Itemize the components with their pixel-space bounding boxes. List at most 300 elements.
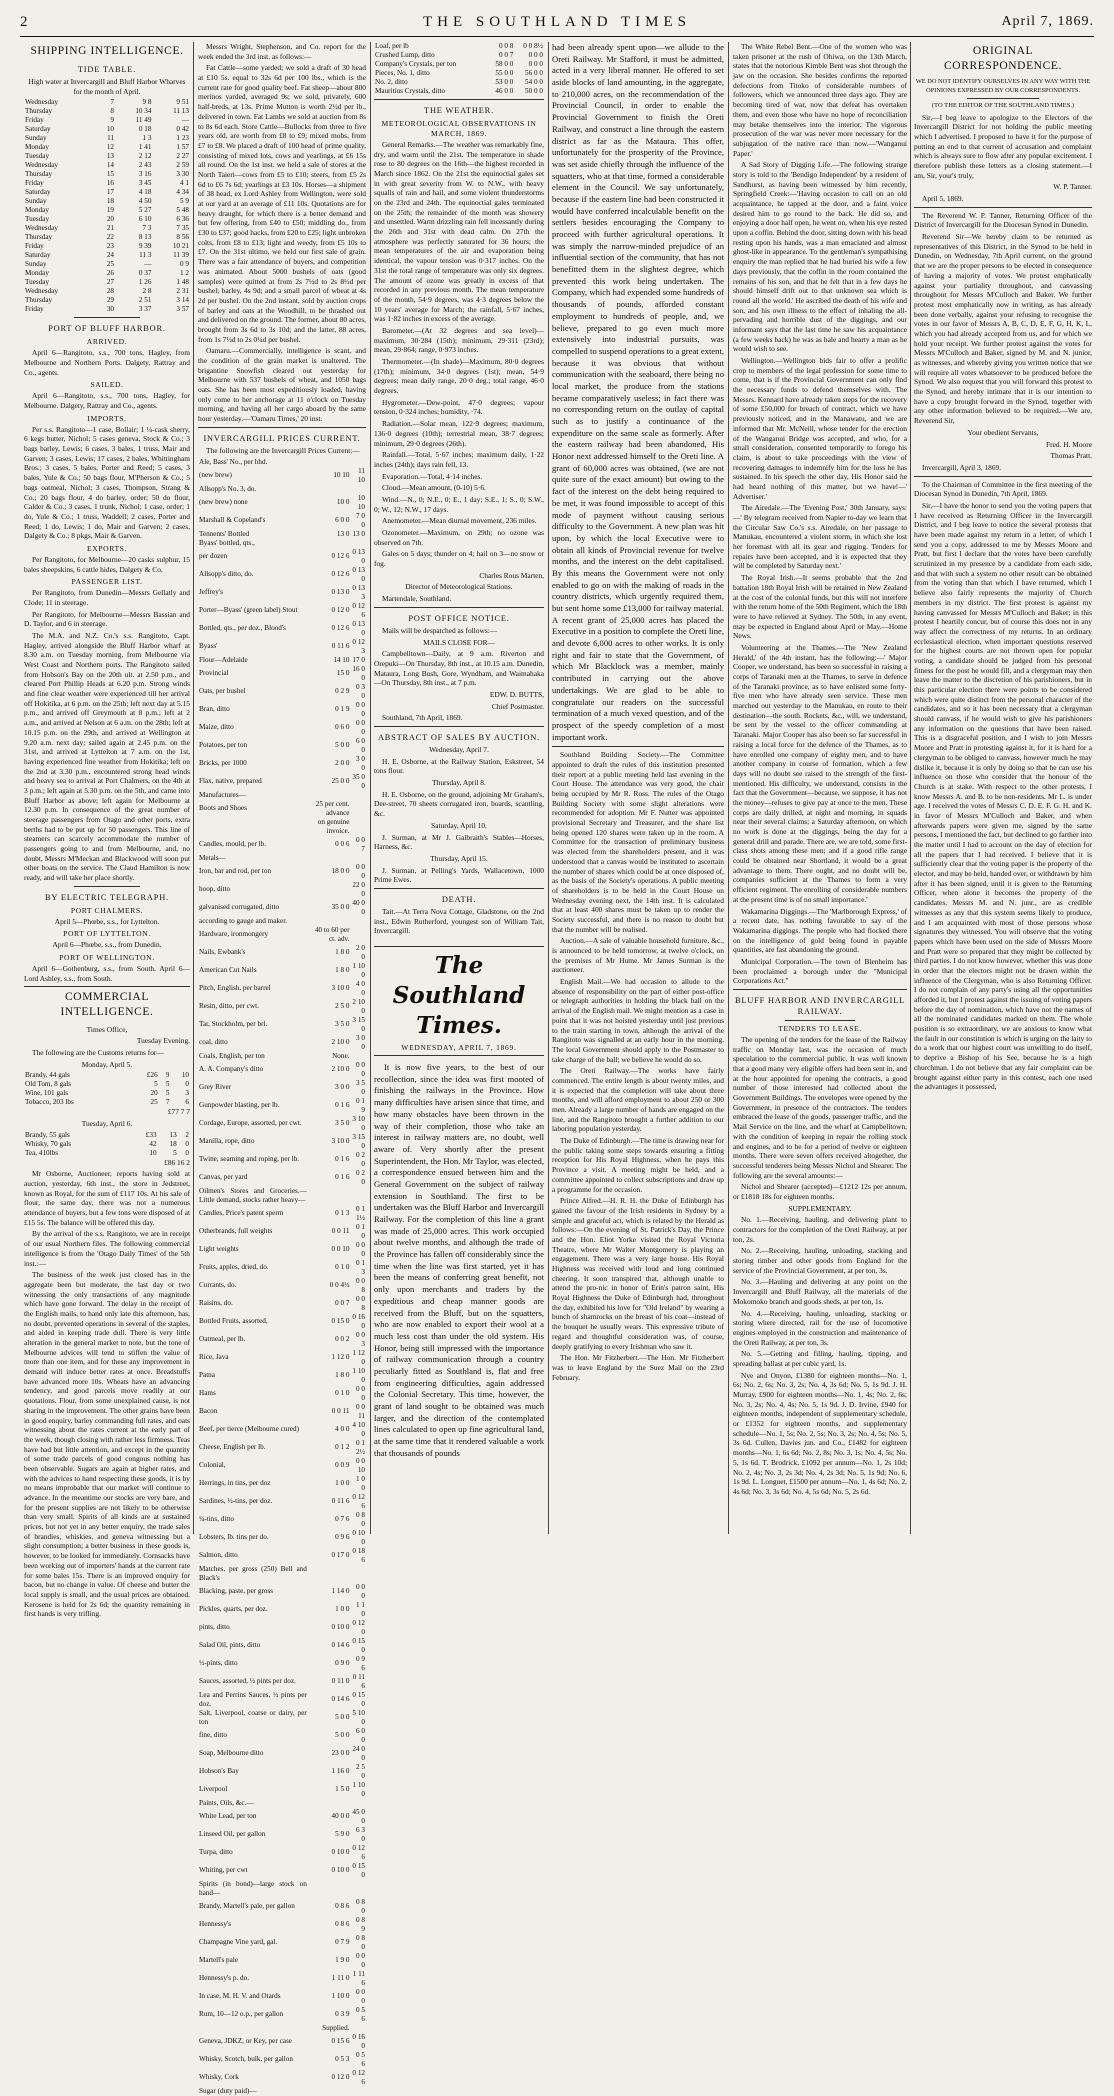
price-row-cell: 0 12 6 (352, 1843, 365, 1861)
tide-row-cell: Wednesday (25, 161, 58, 170)
price-row-cell: 0 5 6 (356, 2050, 365, 2068)
price-row-cell: 0 10 0 (352, 1528, 365, 1546)
price-row-cell: Coals, English, per ton (199, 1051, 265, 1060)
post-text: Campbelltown—Daily, at 9 a.m. Riverton and Orepuki—On Thursday, 8th inst., at 10.15 a.m. Dunedin, Mataura, Long Bush, Gore, Wyndham, and Waimahaka—On Thursday, 8th inst., at 7 p.m. (374, 649, 544, 688)
tide-row-cell: 3 30 (176, 170, 189, 179)
tide-row-cell: 2 27 (176, 152, 189, 161)
tide-row (24, 170, 190, 179)
sugar-row-cell: Company's Crystals, per ton (375, 60, 457, 68)
price-row-cell: Oats, per bushel (199, 687, 246, 695)
price-row-cell: Sauces, assorted, ½ pints per doz. (199, 1677, 296, 1685)
price-row (198, 1583, 366, 1601)
price-row-cell: Allsopp's ditto, do. (199, 570, 254, 578)
customs-row-cell: 42 (149, 1139, 157, 1148)
arrived-label: ARRIVED. (86, 337, 128, 347)
price-row-cell (350, 1052, 366, 1061)
price-row-cell: Rum, 10—12 o.p., per gallon (199, 2010, 284, 2018)
price-row (198, 548, 366, 566)
moore-close: Your obedient Servants, (967, 427, 1039, 437)
bluff-railway-heading: BLUFF HARBOR AND INVERCARGILL RAILWAY. (734, 996, 905, 1016)
price-row-cell: Manilla, rope, ditto (199, 1137, 255, 1145)
tide-row-cell: 9 51 (176, 98, 189, 107)
price-row (198, 1115, 366, 1133)
wellington-text: April 6—Gothenburg, s.s., from South. April 6—Lord Ashley, s.s., from South. (24, 964, 190, 983)
price-row (198, 2033, 366, 2051)
customs-row-cell: 6 (185, 1098, 189, 1107)
price-row (198, 1619, 366, 1637)
price-row-cell: A. A. Company's ditto (199, 1065, 264, 1073)
price-row-cell: 0 2 0 (356, 1150, 365, 1168)
price-row-cell: 0 1 3 (335, 1209, 350, 1217)
price-row-cell (308, 1565, 351, 1583)
price-row-cell: 0 0 11 (356, 1402, 365, 1420)
tide-row-cell: Sunday (25, 197, 47, 206)
price-row-cell: 1 1 0 (356, 1600, 365, 1618)
price-row-cell: fine, ditto (199, 1731, 227, 1739)
price-row-cell: 0 5 3 (335, 2055, 350, 2063)
tide-row-cell: 1 2 (180, 269, 189, 278)
tide-row-cell: 3 57 (176, 305, 189, 314)
wed-label: Wednesday, April 7. (429, 745, 489, 754)
price-row-cell: 18 0 0 (331, 867, 350, 875)
passengers-in: Per Rangitoto, from Dunedin—Messrs Gellatly and Clode; 11 in steerage. (24, 588, 190, 607)
sugar-row-cell: 46 0 0 (495, 87, 514, 95)
page-number: 2 (20, 14, 28, 30)
lyttelton-text: April 6—Phœbe, s.s., from Dunedin. (52, 940, 162, 950)
royal-irish: The Royal Irish.—It seems probable that the 2nd battalion 18th Royal Irish will be retained in New Zealand at the cost of the colonial funds, but this will not interfere with the return home of the 50th Regiment, which the 18th were to have relieved at Sydney. The 50th, in any event, may be expected in England about April or May.—Home News. (733, 573, 907, 641)
observer-title: Director of Meteorological Stations. (405, 582, 513, 592)
price-row-cell: 0 1 2½ (356, 1438, 365, 1456)
price-row-cell (350, 926, 366, 944)
customs-row-cell: 0 (185, 1139, 189, 1148)
supplementary-label: SUPPLEMENTARY. (788, 1203, 852, 1213)
sugar-row-cell: 54 0 0 (525, 78, 543, 86)
tide-row-cell: 11 39 (173, 251, 189, 260)
customs-row-cell: 20 (150, 1089, 158, 1098)
price-row-cell: Byass' (199, 642, 218, 650)
tide-row-cell: 2 51 (138, 296, 152, 305)
price-row-cell: 0 0 7 (356, 835, 365, 853)
bluff-port-heading: PORT OF BLUFF HARBOR. (48, 324, 166, 334)
tide-row (24, 161, 190, 170)
sugar-row-cell: Crushed Lump, ditto (375, 51, 435, 59)
price-row-cell: 0 11 6 (352, 1672, 365, 1690)
schedule-5: No. 5.—Getting and filling, hauling, tipping, and spreading ballast at per cubic yard, 1s. (733, 1349, 907, 1368)
column-3 (374, 42, 544, 1534)
ozonometer: Ozonometer.—Maximum, on 29th; no ozone was observed on 7th. (374, 528, 544, 547)
postmaster: EDW. D. BUTTS, (489, 689, 544, 699)
customs-row-cell: 10 (149, 1148, 157, 1157)
price-row-cell: 25 0 0 (331, 777, 350, 785)
tide-row (24, 206, 190, 215)
price-row-cell: 3 10 0 (352, 1114, 365, 1132)
commercial-heading: COMMERCIAL INTELLIGENCE. (60, 991, 154, 1019)
tide-row (24, 233, 190, 242)
chairman-address: To the Chairman of Committee in the first meeting of the Diocesan Synod in Dunedin, 7th April, 1869. (914, 479, 1092, 499)
tide-row-cell: Tuesday (25, 215, 50, 224)
price-row-cell: Hennessy's p. do. (199, 1974, 250, 1982)
price-row (198, 1547, 366, 1565)
price-row (198, 485, 366, 494)
price-row-cell: 16 0 0 (352, 664, 365, 682)
price-row-cell: Tar, Stockholm, per brl. (199, 1020, 268, 1028)
price-row-cell (350, 2087, 366, 2096)
price-row-cell: Hobson's Bay (199, 1767, 239, 1775)
tide-row-cell: 1 48 (176, 278, 189, 287)
price-row-cell: 17 0 (352, 655, 365, 664)
price-row-cell (308, 485, 351, 494)
editorial-date: WEDNESDAY, APRIL 7, 1869. (374, 1043, 544, 1056)
price-row-cell (350, 1187, 366, 1205)
price-row-cell (350, 2024, 366, 2033)
price-row (198, 962, 366, 980)
tide-row (24, 287, 190, 296)
tide-row-cell: Monday (25, 143, 49, 152)
price-row-cell: Otherbrands, full weights (199, 1227, 273, 1235)
price-row (198, 458, 366, 467)
tanner-letter: Sir,—I beg leave to apologize to the Electors of the Invercargill District for not holding the public meeting which I advertised. I proposed to have it for the purpose of putting an end to that current of accusation and complaint which is always sure to flow after any popular excitement. I therefore publish these letters as a closing statement.—I am, Sir, your's truly, (914, 112, 1092, 180)
price-row (198, 1169, 366, 1187)
price-row-cell: 0 15 0 (331, 1317, 350, 1325)
price-row-cell (350, 485, 366, 494)
tide-row-cell: 0 42 (176, 125, 189, 134)
price-row-cell: 10 0 (336, 498, 350, 506)
passengers-label: PASSENGER LIST. (71, 577, 143, 587)
tide-row-cell: 3 16 (138, 170, 152, 179)
wellington-note: Wellington.—Wellington bids fair to offer a prolific crop to members of the legal profession for some time to come, that is if the Provincial Government can only find the necessary funds to defend themselves with. The Messrs. Kennard have already taken steps for the recovery of some £50,000 for breach of contract, which we have previously noticed, and in the Manawatu, and we are informed that Mr. McNeill, whose tender for the erection of the Wanganui Bridge was accepted, and who, for a small consideration, consented temporarily to forego his claim, is about to take proceedings with the view of recovering damages to indemnify him for the loss he has sustained. In his speech the other day, His Honor said he had heard nothing of this matter, but we have!—' Advertiser.' (733, 356, 907, 501)
price-row (198, 566, 366, 584)
price-row-cell: Gunpowder blasting, per lb. (199, 1101, 280, 1109)
price-row (198, 773, 366, 791)
price-row-cell: Herrings, in tins, per doz (199, 1479, 271, 1487)
price-row-cell: Candles, Price's patent sperm (199, 1209, 284, 1217)
price-row-cell: Cheese, English per lb. (199, 1443, 266, 1451)
price-row-cell: Oatmeal, per lb. (199, 1335, 246, 1343)
sugar-row-cell: 50 0 0 (525, 87, 543, 95)
leader-article (374, 1062, 544, 1459)
monday-total: £77 7 7 (167, 1107, 190, 1117)
price-row (198, 854, 366, 863)
tide-row-cell: Saturday (25, 188, 51, 197)
fitzherbert: The Hon. Mr Fitzherbert.—The Hon. Mr Fitzherbert was to leave England by the Suez Mail on the 23rd February. (552, 1353, 724, 1382)
price-row (198, 1565, 366, 1583)
sugar-row-cell: 53 0 0 (495, 78, 514, 86)
editorial-title: The Southland Times. (374, 946, 544, 1041)
chalmers-heading: PORT CHALMERS. (70, 905, 144, 915)
price-row-cell: 0 0 7 (335, 1299, 350, 1307)
price-row (198, 1709, 366, 1727)
price-row-cell: 0 12 0 (331, 2073, 350, 2081)
price-row-cell: Oilmen's Stores and Groceries.—Little demand, stocks rather heavy— (199, 1186, 307, 1204)
customs-row (24, 1131, 190, 1140)
price-row-cell: galvanised corrugated, ditto (199, 903, 280, 911)
chalmers-text: April 5—Phœbe, s.s., for Lyttelton. (54, 916, 160, 926)
tide-row-cell: 1 57 (176, 143, 189, 152)
tide-row-cell: Thursday (25, 170, 53, 179)
price-row-cell (350, 854, 366, 863)
price-row-cell (350, 917, 366, 926)
customs-row-cell: 5 (173, 1148, 177, 1157)
price-row-cell: 7 0 0 (356, 511, 365, 529)
price-row-cell: 1 14 0 (331, 1587, 350, 1595)
schedule-2: No. 2.—Receiving, hauling, unloading, stacking and storing timber and other goods from England for the service of the Provincial Government, at per ton, 3s. (733, 1246, 907, 1275)
tide-intro: High water at Invercargill and Bluff Harbor Wharves for the month of April. (28, 77, 186, 96)
price-row-cell: 0 16 0 (352, 1312, 365, 1330)
price-row (198, 1655, 366, 1673)
price-row-cell: 2 10 0 (331, 1065, 350, 1073)
price-row-cell: Martell's pale (199, 1956, 239, 1964)
tuesday-total: £86 16 2 (164, 1157, 190, 1167)
price-row-cell: 0 9 6 (356, 1654, 365, 1672)
price-row-cell: Potatoes, per ton (199, 741, 248, 749)
price-row (198, 665, 366, 683)
price-row-cell: 2 5 0 (356, 1762, 365, 1780)
moore-letter: Reverend Sir—We hereby claim to be returned as representatives of this District, in the Synod to be held in Dunedin, on Wednesday, 7th April current, on the ground that we are the proper persons to be elected in consequence of having a majority of votes. We protest emphatically against your partiality throughout, and canvassing throughout for Messrs M'Culloch and Baker. We further protest most emphatically now in writing, as has already been done verbally, against your refusing to recognise the votes in our favor of Messrs A, B, C, D, E, F, G, H, K, L, which you had already accepted from us, and for which we hold your receipt. We further protest against the votes for Messrs M'Culloch and Baker, signed by M. and N. junior, as witnesses, and whereby giving you written notice that we will require all votes whatsoever to be produced before the Synod. We also request that you will forward this protest to the Synod, and hereby intimate that it is our intention to have a copy brought forward in the Synod, together with any other information believed to be required.—We are, Reverend Sir, (914, 232, 1092, 426)
price-row-cell: Liverpool (199, 1785, 228, 1793)
price-row (198, 836, 366, 854)
price-row-cell: Lea and Perrins Sauces, ½ pints per doz. (199, 1690, 307, 1708)
tenders-intro: The opening of the tenders for the lease of the Railway traffic on Monday last, was the occasion of much speculation to the commercial public. It was well known that a good many very eligible offers had been sent in, and at the hour appointed for opening the contracts, a good number of those interested had collected about the Government Buildings. The envelopes were opened by the Government, in presence of the contractors. The tenders embraced the lease of the goods, passenger traffic, and the Mail Service on the line, and the wharf at Campbelltown, with the condition of keeping in repair the rolling stock and engines, and to be for a period of twelve or eighteen months. There were seven offers received altogether, the successful tenderers being Messrs Nichol and Shearer. The following are the several amounts:— (733, 1034, 907, 1180)
tide-row-cell: 27 (106, 278, 115, 287)
price-row-cell (350, 539, 366, 548)
price-row (198, 1745, 366, 1763)
price-row-cell (350, 818, 366, 836)
price-row-cell: 0 10 0 (331, 1866, 350, 1874)
customs-row (24, 1149, 190, 1158)
price-row-cell: 35 0 0 (352, 772, 365, 790)
tide-row-cell: Thursday (25, 107, 53, 116)
price-row (198, 1223, 366, 1241)
price-row (198, 1601, 366, 1619)
price-row (198, 1727, 366, 1745)
price-row-cell: 35 0 0 (331, 903, 350, 911)
price-row-cell: 0 12 0 (331, 606, 350, 614)
observer-name: Charles Rous Marten, (479, 570, 544, 580)
price-row (198, 467, 366, 485)
price-row-cell: 1 10 0 (352, 1366, 365, 1384)
tide-row (24, 188, 190, 197)
municipal: Municipal Corporation.—The town of Blenheim has been proclaimed a borough under the "Municipal Corporations Act." (733, 956, 907, 986)
price-row (198, 584, 366, 602)
price-row-cell: 1 11 0 (331, 1974, 350, 1982)
price-row-cell: 2 10 0 (331, 1038, 350, 1046)
price-row (198, 2006, 366, 2024)
price-row-cell: according to gauge and maker. (199, 916, 288, 925)
price-row-cell: 5 0 0 (335, 1713, 350, 1721)
schedule-3: No. 3.—Hauling and delivering at any point on the Invercargill and Bluff Railway, all the materials of the Mokomoko branch and goods sheds, at per ton, 1s. (733, 1277, 907, 1306)
price-row-cell: 0 8 6 (335, 1902, 350, 1910)
tide-row-cell: 0 9 (180, 260, 189, 269)
thu-label: Thursday, April 8. (432, 778, 486, 788)
tide-row-cell: Sunday (25, 260, 47, 269)
death-heading: DEATH. (441, 894, 477, 904)
price-row-cell (308, 881, 351, 899)
tide-row (24, 125, 190, 134)
price-row-cell: Bran, ditto (199, 705, 230, 713)
tide-row-cell: 3 45 (138, 179, 152, 188)
tide-row-cell: 4 18 (138, 188, 152, 197)
price-row (198, 1493, 366, 1511)
price-row (198, 1763, 366, 1781)
customs-row-cell: Tobacco, 203 lbs (25, 1098, 74, 1107)
price-row-cell: 0 16 0 (352, 2032, 365, 2050)
price-row-cell: pints, ditto (199, 1623, 230, 1631)
tide-row-cell: 1 3 (142, 134, 152, 143)
lyttelton-heading: PORT OF LYTTELTON. (63, 929, 151, 939)
price-row-cell: 40 0 0 (331, 1812, 350, 1820)
price-row-cell: 1 0 0 (335, 1479, 350, 1487)
sugar-row-cell: 0 0 7 (498, 51, 514, 59)
price-row (198, 530, 366, 539)
price-row (198, 1934, 366, 1952)
price-row-cell: 0 12 6 (352, 1492, 365, 1510)
tide-row-cell: Tuesday (25, 152, 50, 161)
tide-row (24, 260, 190, 269)
tide-row-cell: 24 (106, 251, 115, 260)
tide-row-cell: 1 41 (138, 143, 152, 152)
tide-row (24, 116, 190, 125)
price-row (198, 917, 366, 926)
tide-row-cell: 2 31 (176, 287, 189, 296)
price-row-cell: Turpa, ditto (199, 1848, 233, 1856)
price-row-cell: 1 10 0 (352, 961, 365, 979)
price-row-cell: 0 0 3 (356, 1330, 365, 1348)
price-row (198, 1511, 366, 1529)
price-row-cell: 5 9 0 (335, 1830, 350, 1838)
price-row-cell: 0 1 0 (335, 1389, 350, 1397)
price-row-cell: Hams (199, 1389, 216, 1397)
price-row (198, 602, 366, 620)
column-2 (198, 42, 366, 2095)
chairman-letter: Sir,—I have the honor to send you the voting papers that I have received as Returning Officer in the Invercargill District, and I beg leave to notice the several protests that have been made against my return in a letter, of which I send you a copy, addressed to me by Messrs Moore and Pratt, but first I declare that the votes have been carefully scrutinized in my presence by a candidate from each side, and that with such a system no other result can be obtained from the voting than that which I have returned, which I believe also fairly represents the majority of Church members in my district. The first protest is against my having canvassed for Messrs M'Culloch and Baker; in this protest I heartily concur, but of course this does not in any way affect the correctness of my returns. In an ordinary ecclesiastical election, when important questions reserved for the highest courts are not thrown open for popular voting, a candidate should be judged from his personal fitness for the post he would fill, and a clergyman may then leave the matter to the discretion of his parishioners, but in this particular election there were points to be considered which were quite distinct from the personal character of the candidates, and so it has been necessary that a clergyman should canvass, if he would wish to give his parishioners any information on the questions that have been raised. This is a disgraceful position, and I wish to join Messrs Moore and Pratt in protesting against it, for it is hard for a clergyman to be obliged to canvass, however much he may dislike it, because it is only by doing so that he can use his influence on those who consider that the honour of the Church is at stake. With respect to the other protests, I know Messrs A. and B. to be non-residents. Mr L. is under age. I received the votes of Messrs C. D. E. F. G. H. and K. in favor of Messrs M'Culloch and Baker, and when afterwards papers were given me, signed by the same persons, I mentioned the fact, but declined to go farther into the matter until I had to account on the day of election for all the papers that I had received. I believe that it is sufficiently clear that the voting paper is the property of the elector, and may be held, handed over, or withdrawn by him after it has been signed, until it is given to the Returning Officer, when alone it becomes the property of the candidates. Messrs M. and N. junr., are as credible witnesses as any that this system seems likely to produce, and I am acquainted with most of those persons whose signatures they witnessed. You will observe that the voting papers which have been used on the side of Messrs Moore and Pratt were so prepared that they might be collected by third parties. I do not know however, whether this was done in order that the electors might not be drawn within the influence of the Clergyman, who is also Returning Officer. I do not complain of any party's using all the opportunities afforded it, but I protest against the issuing of voting papers before the day of nomination, which have not the names of all the nominated candidates marked on them. The whole position is so extraordinary, we are anxious to know what the fault in our constitution is which is urging on the laity to do a work that our highest court was unwilling to do itself, to deprive a Bishop of his See, because he is a high churchman. I do not believe that any fair complaint can be brought against either party in this contest, each one used the advantages it possessed, (914, 500, 1092, 1092)
price-row-cell: 1 10 0 (352, 1780, 365, 1798)
price-row (198, 1529, 366, 1547)
tide-row-cell: Monday (25, 206, 49, 215)
price-row (198, 881, 366, 899)
price-row (198, 1475, 366, 1493)
sugar-row-cell: 58 0 0 (495, 60, 514, 68)
price-row (198, 1916, 366, 1934)
tide-row-cell: 4 34 (176, 188, 189, 197)
price-row-cell: 0 0 10 (356, 1456, 365, 1474)
price-row-cell: Whiting, per cwt (199, 1866, 248, 1874)
price-row-cell: Lobsters, lb. tins per do. (199, 1533, 269, 1541)
price-row (198, 998, 366, 1016)
customs-row-cell: 10 (181, 1071, 189, 1080)
price-row-cell: 25 per cent. advance (315, 799, 350, 817)
arrived-text: April 6—Rangitoto, s.s., 700 tons, Hagley, from Melbourne and Northern Ports. Dalgety, Rattray and Co., agents. (24, 348, 190, 377)
tide-row-cell: 8 (110, 107, 115, 116)
tide-table (24, 98, 190, 314)
price-row (198, 701, 366, 719)
price-row-cell: 0 3 9 (335, 2010, 350, 2018)
hygrometer: Hygrometer.—Dew-point, 47·0 degrees; vapour tension, 0·324 inches; humidity, ·74. (374, 397, 544, 417)
price-row (198, 1259, 366, 1277)
price-row-cell: 0 2 0 (356, 1168, 365, 1186)
price-row-cell: 1 12 0 (331, 1353, 350, 1361)
price-row-cell: Geneva, JDKZ, or Key, per case (199, 2037, 292, 2045)
price-row-cell: 13 0 (336, 529, 350, 538)
shipping-heading: SHIPPING INTELLIGENCE. (30, 45, 184, 57)
price-row (198, 620, 366, 638)
tide-row-cell: Monday (25, 269, 49, 278)
column-rule (548, 42, 549, 1534)
price-row-cell: 2 0 0 (335, 759, 350, 767)
price-row-cell: 11 10 (357, 466, 365, 484)
column-rule (728, 42, 729, 1534)
price-row-cell: 0 13 0 (352, 547, 365, 565)
price-row-cell: 40 0 0 (352, 898, 365, 916)
price-row-cell: 10 10 (333, 471, 350, 479)
price-row-cell: Flax, native, prepared (199, 777, 262, 785)
price-row-cell (198, 2024, 308, 2033)
tide-row-cell: Thursday (25, 233, 53, 242)
price-row (198, 1673, 366, 1691)
tide-row-cell: 7 3 (142, 224, 152, 233)
price-row-cell: Candles, mould, per lb. (199, 840, 267, 848)
price-row-cell: 1 5 0 (335, 1785, 350, 1793)
tide-row (24, 179, 190, 188)
tide-row-cell: 30 (106, 305, 115, 314)
price-row-cell: 3 5 0 (335, 1119, 350, 1127)
price-row-cell: 5 10 0 (352, 1708, 365, 1726)
tide-row-cell: 8 56 (176, 233, 189, 242)
price-row-cell: 0 13 0 (352, 565, 365, 583)
observer-place: Martendale, Southland. (382, 594, 452, 604)
sugar-row (374, 51, 544, 60)
tide-row-cell: 28 (106, 287, 115, 296)
tide-row-cell: Friday (25, 305, 44, 314)
tide-row-cell: 1 23 (176, 134, 189, 143)
price-row-cell: 0 12 6 (331, 624, 350, 632)
tide-row-cell: Thursday (25, 296, 53, 305)
sugar-row-cell: 0 0 0 (528, 51, 543, 59)
price-row-cell: Sardines, ½-tins, per doz. (199, 1497, 273, 1505)
price-row-cell: 0 12 0 (352, 1618, 365, 1636)
tide-row-cell: Friday (25, 179, 44, 188)
price-row-cell: 0 0 9 (335, 1461, 350, 1469)
tide-row-cell: 2 59 (176, 161, 189, 170)
price-row-cell: 0 11 0 (331, 1677, 350, 1685)
price-row-cell: 0 1 9 (356, 1096, 365, 1114)
price-row-cell: In case, M. H. V. and Otards (199, 1992, 281, 2000)
price-row-cell: 0 3 0 (356, 682, 365, 700)
price-row-cell: Flour—Adelaide (199, 655, 248, 664)
price-row-cell: 23 0 0 (331, 1749, 350, 1757)
price-row-cell: Pickles, quarts, per doz. (199, 1605, 268, 1613)
price-row-cell: None. (332, 1051, 350, 1060)
price-row-cell (308, 1880, 351, 1898)
post-date: Southland, 7th April, 1869. (382, 713, 463, 723)
tide-row-cell: 7 35 (176, 224, 189, 233)
price-row-cell: 0 18 6 (352, 1546, 365, 1564)
price-row-cell: 0 15 0 (352, 1636, 365, 1654)
tide-row-cell: Sunday (25, 134, 47, 143)
sugar-row-cell: 0 0 8½ (523, 42, 543, 50)
price-row (198, 1862, 366, 1880)
price-row (198, 1034, 366, 1052)
price-row-cell: 1 9 0 (335, 1956, 350, 1964)
customs-row-cell: 0 (185, 1080, 189, 1089)
price-row-cell: per dozen (199, 552, 228, 560)
tide-row-cell: 26 (106, 269, 115, 278)
tide-row-cell: 11 13 (173, 107, 189, 116)
tanner-signature: W. P. Tanner. (1053, 182, 1092, 192)
tide-row-cell: 15 (106, 170, 115, 179)
sat-label: Saturday, April 10. (431, 820, 487, 830)
price-row (198, 1151, 366, 1169)
price-row (198, 2051, 366, 2069)
